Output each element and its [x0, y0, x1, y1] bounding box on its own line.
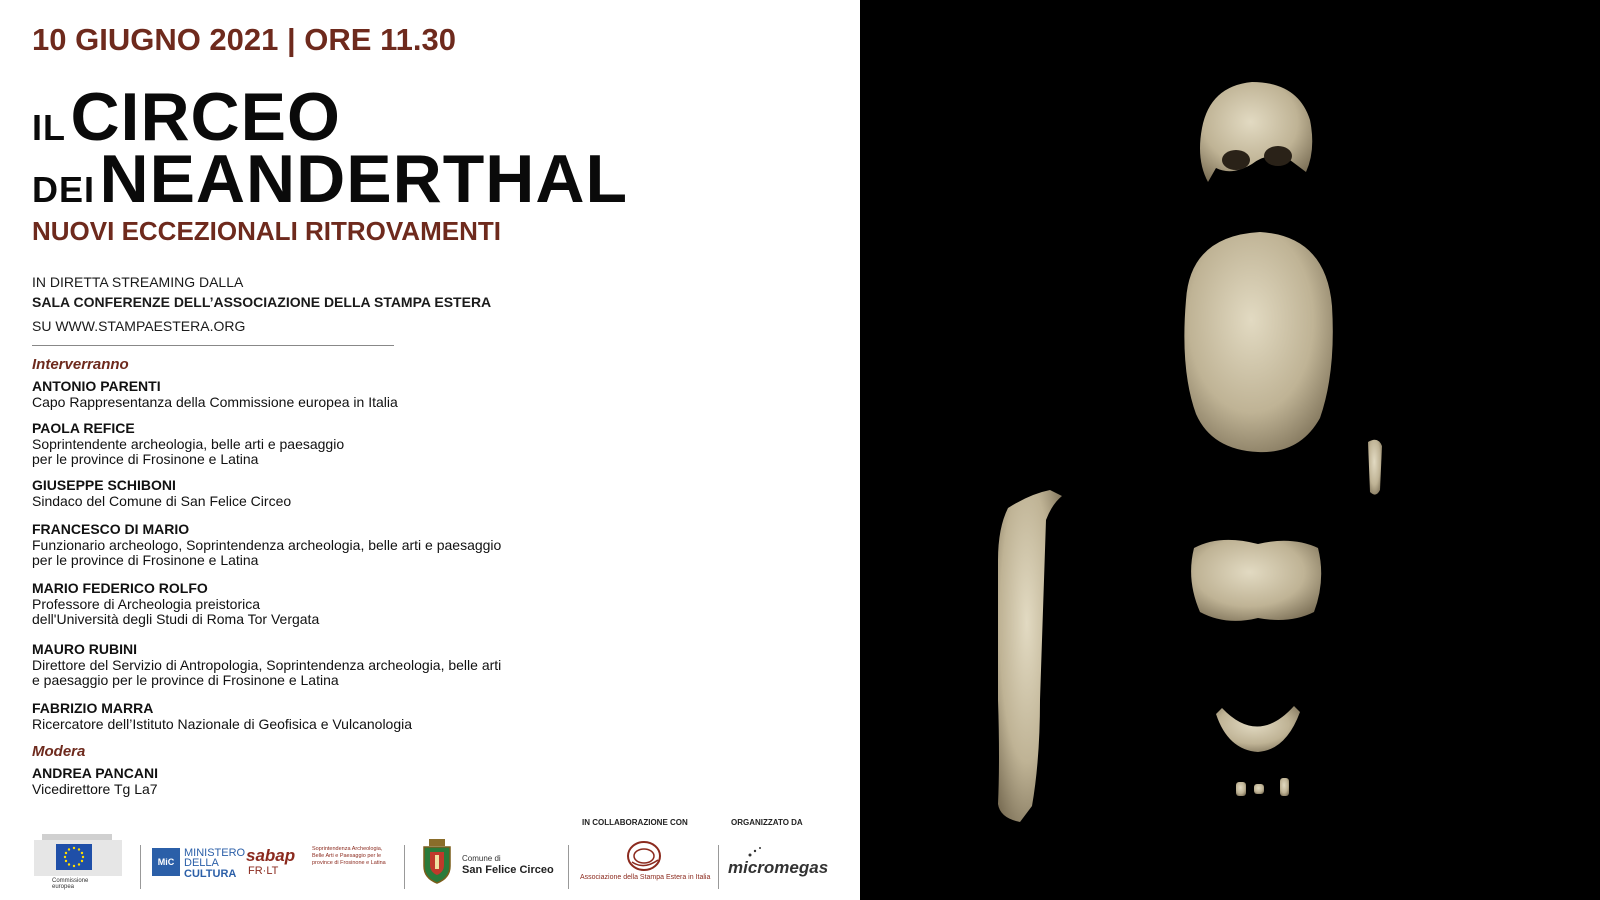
eu-text: Commissione europea [52, 878, 89, 890]
speaker-item [32, 641, 592, 688]
moderator-heading: Modera [32, 743, 86, 760]
title-prefix-2: DEI [32, 169, 96, 210]
speaker-item [32, 477, 592, 509]
moderator-name: ANDREA PANCANI [32, 765, 158, 781]
logo-separator [140, 845, 141, 889]
title-main-2: NEANDERTHAL [99, 141, 629, 217]
speaker-name: ANTONIO PARENTI [32, 378, 161, 394]
speaker-item [32, 378, 592, 410]
comune-logo [420, 838, 560, 886]
moderator-role: Vicedirettore Tg La7 [32, 781, 158, 797]
eu-flag-icon [32, 828, 124, 878]
micromegas-wordmark: micromegas [728, 858, 829, 877]
speaker-role: Capo Rappresentanza della Commissione europea in Italia [32, 394, 398, 410]
speaker-role: Professore di Archeologia preistorica dell'Università degli Studi di Roma Tor Vergata [32, 596, 320, 627]
comune-small: Comune di [462, 854, 501, 863]
skull-fragment-top [1200, 82, 1312, 182]
speaker-role: Sindaco del Comune di San Felice Circeo [32, 493, 292, 509]
stampa-estera-text: Associazione della Stampa Estera in Italia [580, 874, 711, 881]
speaker-name: FABRIZIO MARRA [32, 700, 154, 716]
sabap-description: Soprintendenza Archeologia, Belle Arti e Paesaggio per le province di Frosinone e Latina [312, 846, 386, 866]
logo-separator [568, 845, 569, 889]
speaker-item [32, 521, 592, 568]
eu-commission-logo [32, 828, 124, 890]
comune-name: San Felice Circeo [462, 864, 554, 876]
teeth-fragments [1236, 778, 1289, 796]
micromegas-logo [728, 846, 848, 882]
speaker-item [32, 420, 592, 467]
moderator-item [32, 765, 592, 797]
speaker-role: Soprintendente archeologia, belle arti e paesaggio per le province di Frosinone e Latina [32, 436, 345, 467]
streaming-line-1: IN DIRETTA STREAMING DALLA [32, 274, 244, 290]
speaker-role: Direttore del Servizio di Antropologia, Soprintendenza archeologia, belle arti e paesaggio per le province di Frosinone e Latina [32, 657, 502, 688]
sabap-sub: FR·LT [248, 865, 279, 877]
mic-badge: MiC [152, 848, 180, 876]
speaker-role: Funzionario archeologo, Soprintendenza archeologia, belle arti e paesaggio per le province di Frosinone e Latina [32, 537, 502, 568]
title-line-2 [32, 140, 628, 218]
stampa-estera-emblem-icon [580, 840, 710, 874]
ministero-cultura-logo [152, 848, 246, 882]
event-subtitle: NUOVI ECCEZIONALI RITROVAMENTI [32, 216, 501, 246]
speaker-name: MAURO RUBINI [32, 641, 137, 657]
long-bone-femur [998, 490, 1062, 822]
speaker-name: PAOLA REFICE [32, 420, 135, 436]
skull-cranium [1184, 232, 1332, 452]
jaw-fragment [1191, 540, 1321, 621]
speaker-role: Ricercatore dell’Istituto Nazionale di Geofisica e Vulcanologia [32, 716, 413, 732]
mic-text-2: DELLA [184, 857, 219, 869]
neanderthal-fossils-image [860, 0, 1600, 900]
speaker-name: FRANCESCO DI MARIO [32, 521, 190, 537]
speaker-item [32, 700, 592, 732]
divider [32, 345, 394, 346]
event-date-time: 10 GIUGNO 2021 | ORE 11.30 [32, 22, 456, 57]
dots-icon [728, 846, 768, 858]
title-main-1: CIRCEO [70, 79, 341, 155]
stampa-estera-logo [580, 840, 710, 888]
sabap-wordmark: sabap [246, 846, 296, 865]
mandible-arc [1216, 706, 1300, 752]
speaker-name: MARIO FEDERICO ROLFO [32, 580, 208, 596]
speakers-heading: Interverranno [32, 356, 129, 373]
streaming-line-2: SALA CONFERENZE DELL’ASSOCIAZIONE DELLA STAMPA ESTERA [32, 294, 492, 310]
logo-separator [718, 845, 719, 889]
speaker-name: GIUSEPPE SCHIBONI [32, 477, 176, 493]
mic-text-3: CULTURA [184, 868, 237, 880]
small-bone-fragment [1368, 440, 1382, 495]
speaker-item [32, 580, 592, 627]
fossil-photo-panel [860, 0, 1600, 900]
collab-label: IN COLLABORAZIONE CON [582, 818, 688, 827]
title-prefix-1: IL [32, 107, 66, 148]
logo-separator [404, 845, 405, 889]
sabap-logo [246, 846, 396, 886]
organized-label: ORGANIZZATO DA [731, 818, 803, 827]
streaming-url[interactable]: SU WWW.STAMPAESTERA.ORG [32, 318, 246, 334]
coat-of-arms-icon [420, 838, 454, 884]
mic-text-1: MINISTERO [184, 847, 246, 859]
